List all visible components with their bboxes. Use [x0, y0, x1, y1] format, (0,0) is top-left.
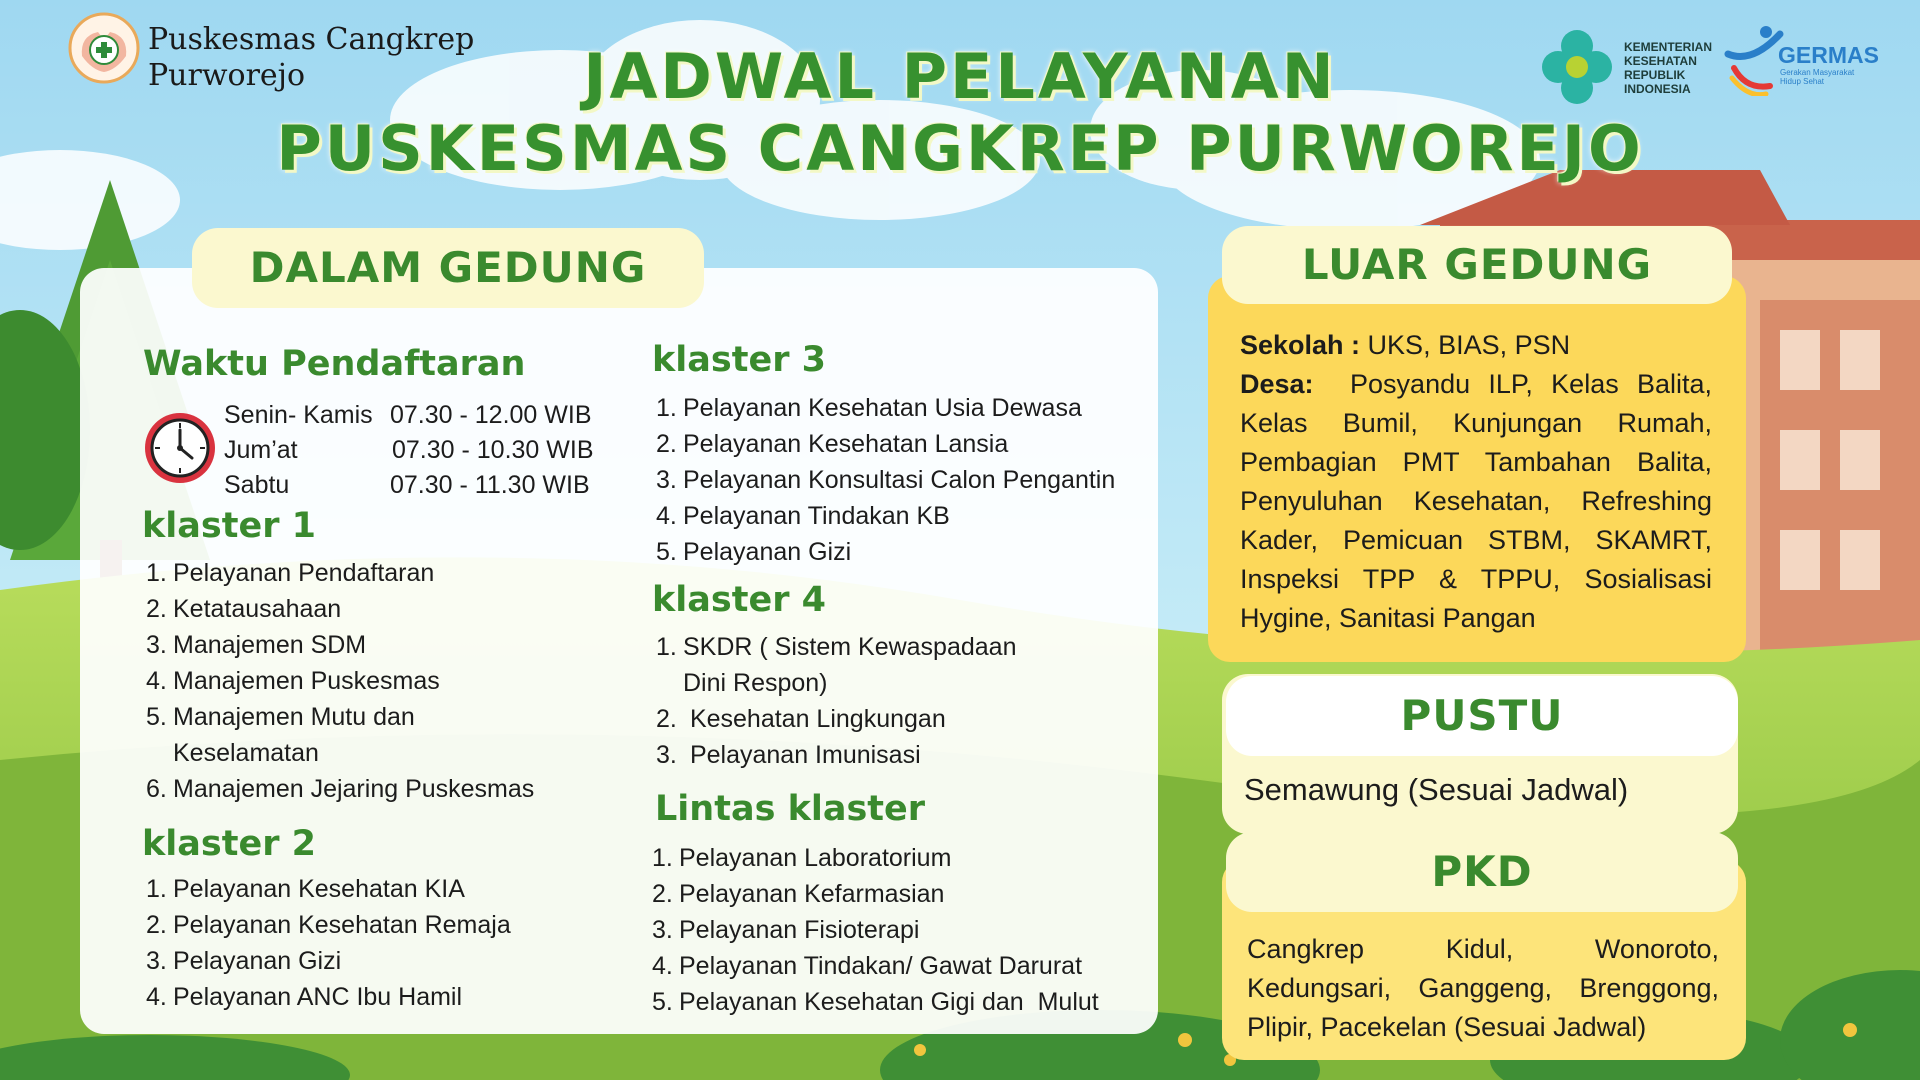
title-line2: PUSKESMAS CANGKREP PURWOREJO	[276, 112, 1644, 185]
item-text: Manajemen Jejaring Puskesmas	[173, 775, 535, 803]
item-text: Pelayanan Fisioterapi	[679, 916, 920, 944]
klaster3-heading: klaster 3	[652, 340, 826, 380]
kemenkes-line4: INDONESIA	[1624, 82, 1691, 96]
item-text: Manajemen Puskesmas	[173, 667, 440, 695]
lintas-klaster-heading: Lintas klaster	[655, 789, 926, 829]
item-number: 3.	[146, 947, 167, 975]
item-number: 6.	[146, 775, 167, 803]
item-number: 4.	[656, 502, 677, 530]
germas-tagline-2: Hidup Sehat	[1780, 77, 1825, 86]
schedule-table	[224, 398, 604, 503]
luar-gedung-content	[1240, 326, 1720, 638]
klaster1-heading: klaster 1	[142, 506, 316, 546]
sekolah-text: UKS, BIAS, PSN	[1360, 330, 1571, 360]
item-number: 4.	[652, 952, 673, 980]
lintas-klaster-list	[652, 840, 1099, 1020]
list-item	[656, 629, 1016, 701]
item-text: Pelayanan Gizi	[683, 538, 852, 566]
item-number: 5.	[656, 538, 677, 566]
item-text: Manajemen Mutu dan	[173, 703, 415, 731]
list-item	[652, 840, 1099, 876]
klaster4-list	[656, 629, 1016, 773]
list-item	[146, 771, 534, 807]
item-text: Pelayanan Kesehatan Usia Dewasa	[683, 394, 1082, 422]
kemenkes-line2: KESEHATAN	[1624, 54, 1697, 68]
item-number: 3.	[656, 741, 677, 769]
item-text: Kesehatan Lingkungan	[683, 705, 946, 733]
item-number: 2.	[656, 705, 677, 733]
schedule-time: 07.30 - 11.30 WIB	[390, 471, 590, 499]
list-item	[656, 426, 1115, 462]
item-text: Pelayanan Gizi	[173, 947, 342, 975]
item-text-continued: Keselamatan	[173, 739, 319, 767]
klaster1-list	[146, 555, 534, 807]
dalam-gedung-heading: DALAM GEDUNG	[192, 228, 704, 308]
waktu-pendaftaran-heading: Waktu Pendaftaran	[143, 344, 526, 384]
item-number: 3.	[656, 466, 677, 494]
klaster2-list	[146, 871, 511, 1015]
item-text: Pelayanan Konsultasi Calon Pengantin	[683, 466, 1116, 494]
item-text: SKDR ( Sistem Kewaspadaan	[683, 633, 1017, 661]
list-item	[146, 943, 511, 979]
item-number: 1.	[656, 394, 677, 422]
pustu-heading: PUSTU	[1226, 676, 1738, 756]
item-number: 2.	[656, 430, 677, 458]
item-number: 4.	[146, 983, 167, 1011]
list-item	[146, 907, 511, 943]
list-item	[656, 701, 1016, 737]
pkd-text: Cangkrep Kidul, Wonoroto, Kedungsari, Ganggeng, Brenggong, Plipir, Pacekelan (Sesuai Jadwal)	[1247, 934, 1719, 1042]
item-number: 1.	[146, 875, 167, 903]
list-item	[146, 699, 534, 771]
brand-line1: Puskesmas Cangkrep	[148, 22, 475, 57]
item-number: 3.	[146, 631, 167, 659]
item-number: 2.	[146, 911, 167, 939]
item-number: 2.	[146, 595, 167, 623]
item-number: 5.	[652, 988, 673, 1016]
list-item	[652, 948, 1099, 984]
schedule-time: 07.30 - 10.30 WIB	[392, 436, 594, 464]
klaster3-list	[656, 390, 1115, 570]
list-item	[656, 390, 1115, 426]
item-text: Pelayanan Kesehatan Remaja	[173, 911, 511, 939]
desa-label: Desa:	[1240, 369, 1314, 399]
schedule-day: Sabtu	[224, 471, 290, 499]
klaster4-heading: klaster 4	[652, 580, 826, 620]
schedule-day: Jum’at	[224, 436, 298, 464]
list-item	[146, 871, 511, 907]
list-item	[652, 912, 1099, 948]
list-item	[656, 737, 1016, 773]
germas-tagline-1: Gerakan Masyarakat	[1780, 68, 1855, 77]
germas-text: GERMAS	[1778, 42, 1879, 68]
item-number: 2.	[652, 880, 673, 908]
schedule-time: 07.30 - 12.00 WIB	[390, 401, 592, 429]
schedule-row	[224, 398, 604, 433]
clock-icon	[142, 410, 218, 486]
item-number: 1.	[146, 559, 167, 587]
list-item	[656, 498, 1115, 534]
list-item	[146, 979, 511, 1015]
list-item	[656, 462, 1115, 498]
item-number: 5.	[146, 703, 167, 731]
list-item	[656, 534, 1115, 570]
schedule-row	[224, 433, 604, 468]
item-text-continued: Dini Respon)	[683, 669, 828, 697]
klaster2-heading: klaster 2	[142, 824, 316, 864]
item-text: Pelayanan ANC Ibu Hamil	[173, 983, 463, 1011]
item-text: Pelayanan Kesehatan Gigi dan Mulut	[679, 988, 1099, 1016]
item-number: 1.	[656, 633, 677, 661]
item-text: Pelayanan Pendaftaran	[173, 559, 435, 587]
item-text: Pelayanan Tindakan/ Gawat Darurat	[679, 952, 1083, 980]
item-text: Pelayanan Kefarmasian	[679, 880, 945, 908]
item-text: Pelayanan Tindakan KB	[683, 502, 950, 530]
pustu-text: Semawung (Sesuai Jadwal)	[1244, 772, 1629, 807]
item-number: 1.	[652, 844, 673, 872]
list-item	[652, 876, 1099, 912]
item-text: Manajemen SDM	[173, 631, 367, 659]
schedule-day: Senin- Kamis	[224, 401, 373, 429]
item-text: Pelayanan Kesehatan KIA	[173, 875, 465, 903]
luar-gedung-heading: LUAR GEDUNG	[1222, 226, 1732, 304]
list-item	[652, 984, 1099, 1020]
item-number: 3.	[652, 916, 673, 944]
title-line1: JADWAL PELAYANAN	[583, 40, 1337, 113]
list-item	[146, 591, 534, 627]
list-item	[146, 663, 534, 699]
brand-line2: Purworejo	[148, 58, 306, 93]
kemenkes-line1: KEMENTERIAN	[1624, 40, 1713, 54]
kemenkes-line3: REPUBLIK	[1624, 68, 1686, 82]
item-number: 4.	[146, 667, 167, 695]
list-item	[146, 627, 534, 663]
schedule-row	[224, 468, 604, 503]
item-text: Ketatausahaan	[173, 595, 342, 623]
pkd-heading: PKD	[1226, 832, 1738, 912]
item-text: Pelayanan Imunisasi	[683, 741, 921, 769]
item-text: Pelayanan Kesehatan Lansia	[683, 430, 1009, 458]
list-item	[146, 555, 534, 591]
item-text: Pelayanan Laboratorium	[679, 844, 952, 872]
sekolah-label: Sekolah :	[1240, 330, 1361, 360]
desa-text: Posyandu ILP, Kelas Balita, Kelas Bumil, Kunjungan Rumah, Pembagian PMT Tambahan Balita, Penyuluhan Kesehatan, Refreshing Kader, Pemicuan STBM, SKAMRT, Inspeksi TPP & TPPU, Sosialisasi Hygine, Sanitasi Pangan	[1240, 369, 1720, 633]
